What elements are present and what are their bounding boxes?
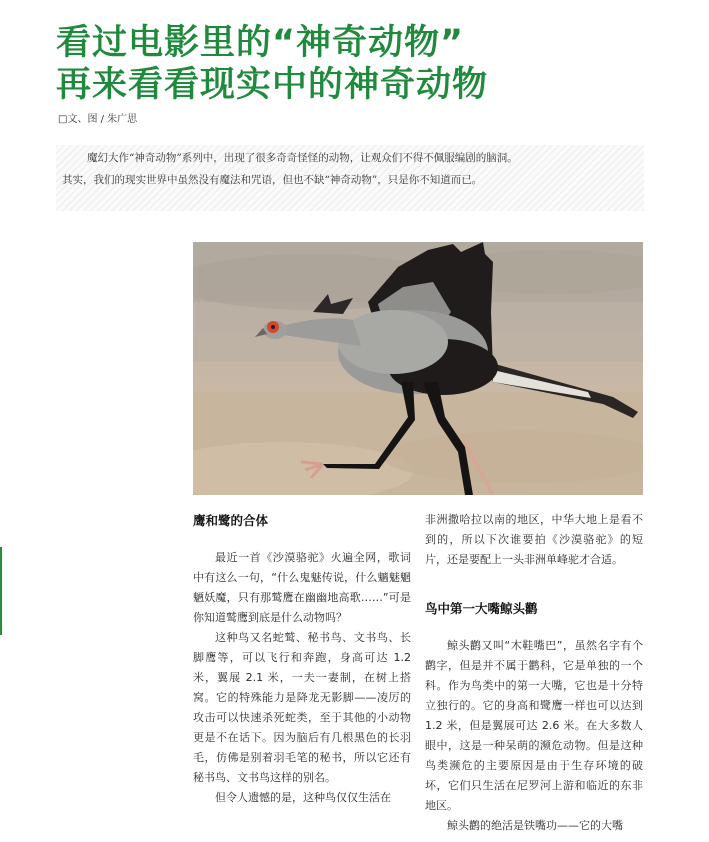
intro-paragraph-1: 魔幻大作“神奇动物”系列中，出现了很多奇奇怪怪的动物，让观众们不得不佩服编剧的脑洞。	[87, 152, 518, 164]
title-line-2: 再来看看现实中的神奇动物	[56, 65, 489, 105]
byline: □文、图 / 朱广思	[58, 114, 138, 125]
section1-paragraph-2: 这种鸟又名蛇鹫、秘书鸟、文书鸟、长脚鹰等，可以飞行和奔跑，身高可达 1.2 米，翼展 2.1 米，一夫一妻制，在树上搭窝。它的特殊能力是降龙无影脚——凌厉的攻击可以快速杀死蛇类，至于其他的小动物更是不在话下。因为脑后有几根黑色的长羽毛，仿佛是别着羽毛笔的秘书，所以它还有秘书鸟、文书鸟这样的别名。	[193, 631, 411, 784]
column-right	[425, 510, 643, 836]
title-line-1: 看过电影里的“神奇动物”	[56, 23, 465, 63]
column-left	[193, 510, 411, 808]
section1-paragraph-1: 最近一首《沙漠骆驼》火遍全网，歌词中有这么一句，“什么鬼魅传说，什么魑魅魍魉妖魔，只有那鹫鹰在幽幽地高歌……”可是你知道鹫鹰到底是什么动物吗？	[193, 551, 411, 624]
section2-paragraph-2: 鲸头鹳的绝活是铁嘴功——它的大嘴	[447, 819, 623, 832]
secretary-bird-photo	[193, 242, 643, 495]
section-heading-1: 鹰和鹭的合体	[193, 513, 269, 528]
article-title	[56, 22, 696, 106]
side-color-mark	[0, 547, 2, 635]
intro-paragraph-2: 其实，我们的现实世界中虽然没有魔法和咒语，但也不缺“神奇动物”，只是你不知道而已。	[62, 174, 483, 186]
section2-paragraph-1: 鲸头鹳又叫“木鞋嘴巴”，虽然名字有个鹳字，但是并不属于鹳科，它是单独的一个科。作为鸟类中的第一大嘴，它也是十分特立独行的。它的身高和鹭鹰一样也可以达到 1.2 米，但是翼展可达 2.6 米。在大多数人眼中，这是一种呆萌的濒危动物。但是这种鸟类濒危的主要原因是由于生存环境的破坏，它们只生活在尼罗河上游和临近的东非地区。	[425, 639, 643, 812]
intro-box	[56, 145, 644, 211]
section1-continued: 非洲撒哈拉以南的地区，中华大地上是看不到的，所以下次谁要拍《沙漠骆驼》的短片，还是要配上一头非洲单峰驼才合适。	[425, 513, 643, 566]
section1-paragraph-3: 但令人遗憾的是，这种鸟仅仅生活在	[215, 791, 391, 804]
section-heading-2: 鸟中第一大嘴鲸头鹳	[425, 601, 538, 616]
